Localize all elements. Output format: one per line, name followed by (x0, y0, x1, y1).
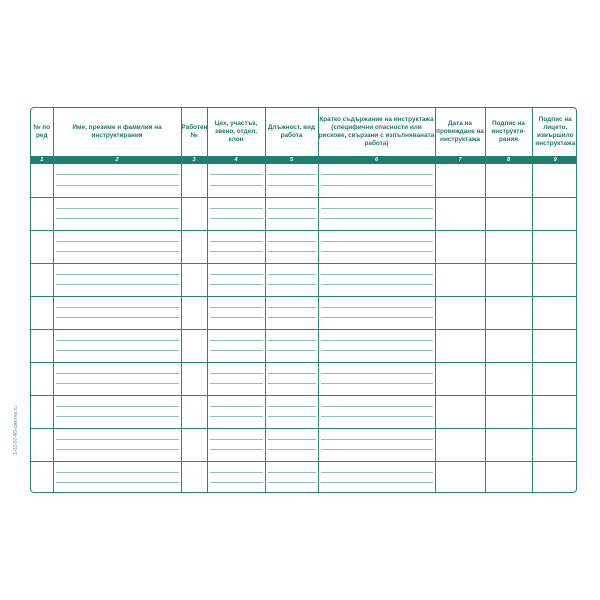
entry-cell[interactable] (532, 395, 577, 428)
table-row (31, 296, 577, 329)
register-table (31, 108, 577, 493)
entry-cell[interactable] (435, 428, 485, 461)
entry-cell[interactable] (207, 362, 265, 395)
entry-cell[interactable] (532, 230, 577, 263)
table-row (31, 395, 577, 428)
entry-cell[interactable] (207, 296, 265, 329)
column-number: 4 (207, 156, 265, 164)
entry-cell[interactable] (53, 362, 181, 395)
entry-cell[interactable] (207, 395, 265, 428)
entry-cell[interactable] (181, 395, 207, 428)
column-number: 9 (532, 156, 577, 164)
entry-cell[interactable] (31, 428, 53, 461)
header-department: Цех, участък, звено, отдел, клон (207, 108, 265, 156)
column-number-row (31, 156, 577, 164)
entry-cell[interactable] (265, 428, 318, 461)
entry-cell[interactable] (53, 461, 181, 493)
entry-cell[interactable] (53, 296, 181, 329)
entry-cell[interactable] (181, 428, 207, 461)
column-number: 6 (318, 156, 435, 164)
entry-cell[interactable] (207, 263, 265, 296)
entry-cell[interactable] (532, 329, 577, 362)
register-body (31, 164, 577, 493)
header-instruction-summary: Кратко съдържание на инструктажа (специфични опасности или рискове, свързани с изпълняваната работа) (318, 108, 435, 156)
entry-cell[interactable] (532, 197, 577, 230)
entry-cell[interactable] (485, 362, 532, 395)
entry-cell[interactable] (435, 164, 485, 197)
entry-cell[interactable] (181, 197, 207, 230)
column-number: 8 (485, 156, 532, 164)
table-row (31, 263, 577, 296)
entry-cell[interactable] (318, 329, 435, 362)
entry-cell[interactable] (485, 329, 532, 362)
entry-cell[interactable] (207, 230, 265, 263)
instruction-register-sheet (30, 107, 577, 493)
header-work-number: Работен № (181, 108, 207, 156)
header-full-name: Име, презиме и фамилия на инструктирания (53, 108, 181, 156)
column-number: 5 (265, 156, 318, 164)
entry-cell[interactable] (435, 461, 485, 493)
entry-cell[interactable] (435, 395, 485, 428)
entry-cell[interactable] (181, 296, 207, 329)
header-row-number: № по ред (33, 124, 51, 139)
entry-cell[interactable] (53, 428, 181, 461)
entry-cell[interactable] (485, 395, 532, 428)
entry-cell[interactable] (318, 230, 435, 263)
header-position: Длъжност, вид работа (265, 108, 318, 156)
entry-cell[interactable] (181, 329, 207, 362)
entry-cell[interactable] (485, 197, 532, 230)
entry-cell[interactable] (318, 395, 435, 428)
entry-cell[interactable] (53, 230, 181, 263)
entry-cell[interactable] (265, 461, 318, 493)
entry-cell[interactable] (53, 197, 181, 230)
entry-cell[interactable] (532, 296, 577, 329)
entry-cell[interactable] (53, 164, 181, 197)
entry-cell[interactable] (265, 263, 318, 296)
entry-cell[interactable] (485, 461, 532, 493)
entry-cell[interactable] (532, 362, 577, 395)
column-number: 7 (435, 156, 485, 164)
entry-cell[interactable] (31, 329, 53, 362)
entry-cell[interactable] (318, 428, 435, 461)
entry-cell[interactable] (532, 461, 577, 493)
entry-cell[interactable] (31, 362, 53, 395)
entry-cell[interactable] (485, 230, 532, 263)
column-number: 2 (53, 156, 181, 164)
entry-cell[interactable] (318, 461, 435, 493)
table-row (31, 230, 577, 263)
entry-cell[interactable] (31, 263, 53, 296)
entry-cell[interactable] (181, 461, 207, 493)
entry-cell[interactable] (181, 263, 207, 296)
entry-cell[interactable] (318, 197, 435, 230)
table-row (31, 461, 577, 493)
entry-cell[interactable] (532, 428, 577, 461)
entry-cell[interactable] (207, 329, 265, 362)
entry-cell[interactable] (181, 230, 207, 263)
entry-cell[interactable] (265, 164, 318, 197)
entry-cell[interactable] (318, 362, 435, 395)
entry-cell[interactable] (265, 197, 318, 230)
entry-cell[interactable] (181, 164, 207, 197)
table-row (31, 362, 577, 395)
table-row (31, 164, 577, 197)
entry-cell[interactable] (207, 197, 265, 230)
entry-cell[interactable] (485, 164, 532, 197)
entry-cell[interactable] (485, 296, 532, 329)
column-number: 3 (181, 156, 207, 164)
entry-cell[interactable] (53, 263, 181, 296)
entry-cell[interactable] (435, 230, 485, 263)
entry-cell[interactable] (207, 428, 265, 461)
entry-cell[interactable] (265, 395, 318, 428)
entry-cell[interactable] (318, 263, 435, 296)
entry-cell[interactable] (181, 362, 207, 395)
entry-cell[interactable] (435, 362, 485, 395)
entry-cell[interactable] (435, 329, 485, 362)
entry-cell[interactable] (532, 263, 577, 296)
entry-cell[interactable] (207, 164, 265, 197)
header-date: Дата на провеждане на инструктажа (435, 108, 485, 156)
entry-cell[interactable] (435, 296, 485, 329)
entry-cell[interactable] (265, 296, 318, 329)
table-row (31, 428, 577, 461)
table-row (31, 197, 577, 230)
entry-cell[interactable] (265, 362, 318, 395)
table-row (31, 329, 577, 362)
entry-cell[interactable] (318, 164, 435, 197)
entry-cell[interactable] (31, 296, 53, 329)
entry-cell[interactable] (265, 230, 318, 263)
entry-cell[interactable] (53, 329, 181, 362)
column-number: 1 (31, 156, 53, 164)
entry-cell[interactable] (53, 395, 181, 428)
entry-cell[interactable] (318, 296, 435, 329)
entry-cell[interactable] (207, 461, 265, 493)
entry-cell[interactable] (485, 428, 532, 461)
entry-cell[interactable] (31, 197, 53, 230)
form-code: 1-02-07-А5-сметна.ru (13, 406, 19, 455)
entry-cell[interactable] (485, 263, 532, 296)
header-instructor-signature: Подпис на лицето, извършило инструктажа (532, 108, 577, 156)
entry-cell[interactable] (435, 263, 485, 296)
entry-cell[interactable] (31, 164, 53, 197)
header-instructed-signature: Подпис на инструкти- рания (485, 108, 532, 156)
header-row (31, 108, 577, 156)
entry-cell[interactable] (532, 164, 577, 197)
entry-cell[interactable] (265, 329, 318, 362)
entry-cell[interactable] (435, 197, 485, 230)
entry-cell[interactable] (31, 230, 53, 263)
entry-cell[interactable] (31, 395, 53, 428)
entry-cell[interactable] (31, 461, 53, 493)
